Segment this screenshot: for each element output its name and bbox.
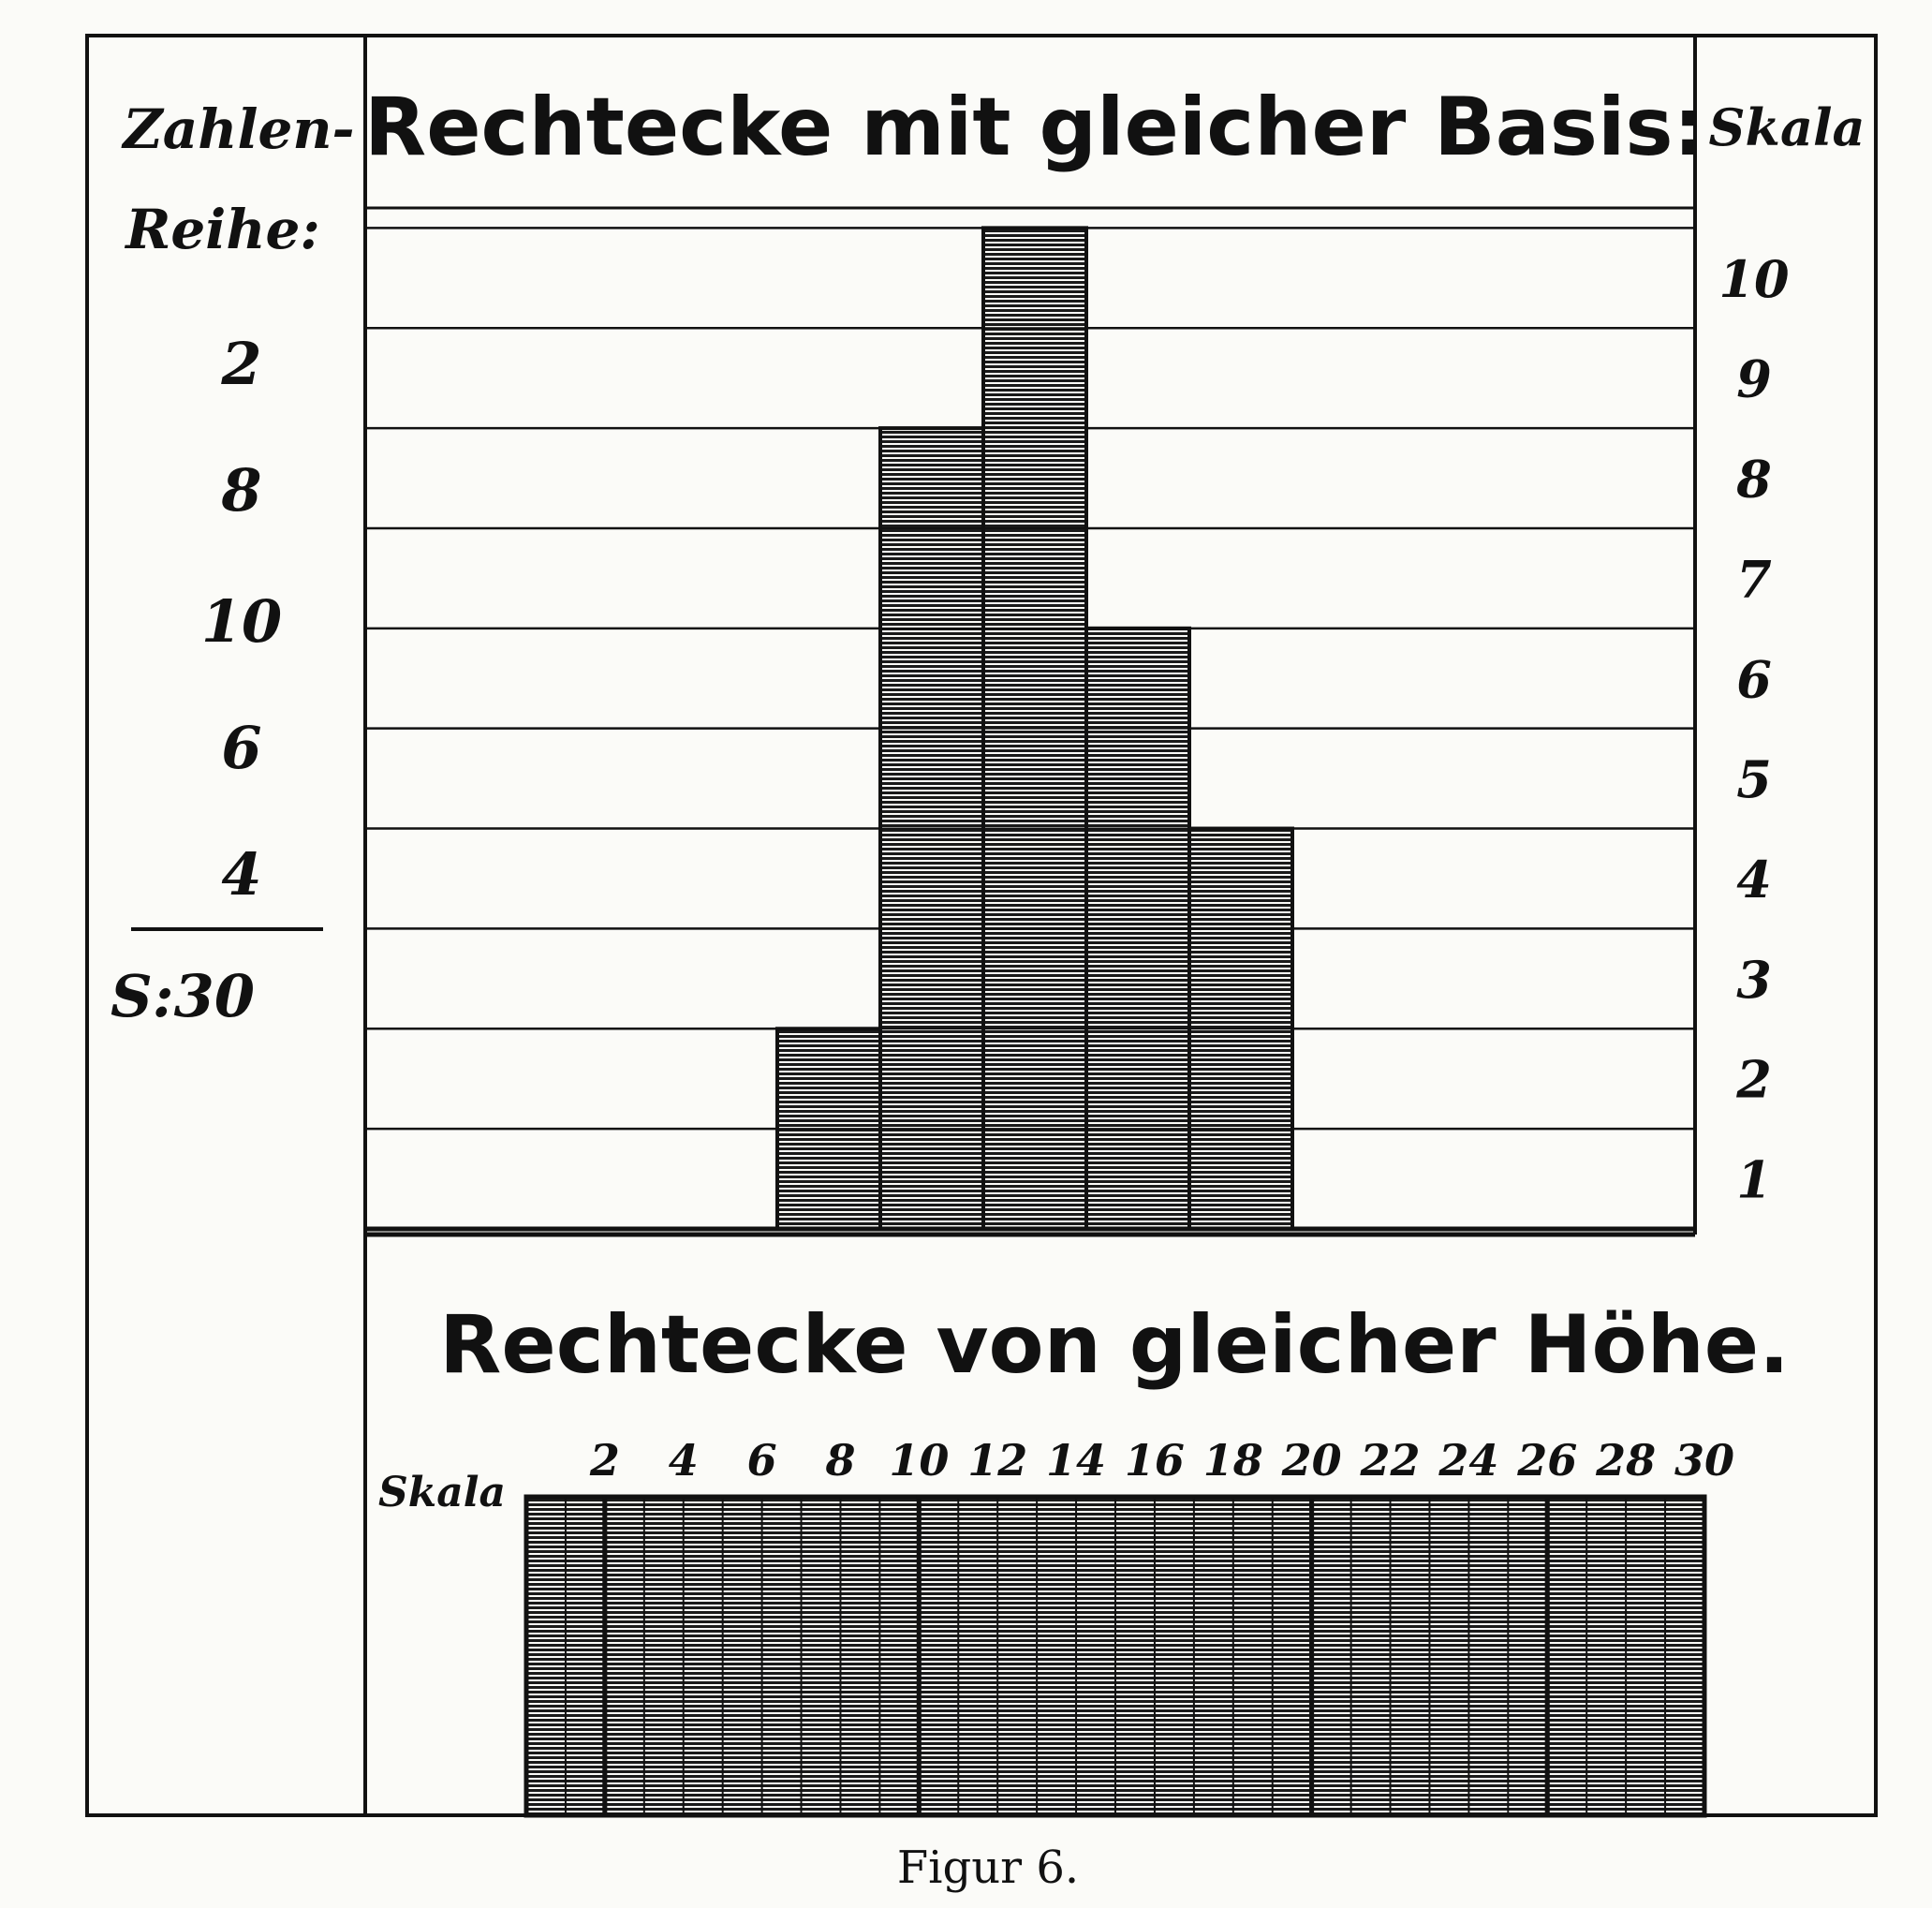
scale-tick-label: 6 — [1736, 649, 1772, 710]
top-bar — [983, 228, 1086, 1229]
left-panel — [111, 97, 355, 1030]
top-chart-title: Rechtecke mit gleicher Basis: — [363, 81, 1706, 174]
scale-tick-label: 26 — [1517, 1435, 1578, 1486]
scale-tick-label: 8 — [825, 1435, 856, 1486]
scale-tick-label: 18 — [1202, 1435, 1263, 1486]
scale-tick-label: 5 — [1736, 749, 1772, 810]
scale-tick-label: 10 — [889, 1435, 950, 1486]
bottom-scale-ticks — [589, 1435, 1734, 1486]
scale-tick-label: 16 — [1124, 1435, 1185, 1486]
top-bar — [1086, 629, 1189, 1229]
scale-tick-label: 1 — [1736, 1149, 1772, 1210]
scale-tick-label: 2 — [589, 1435, 620, 1486]
series-label-line1: Zahlen- — [123, 97, 355, 161]
top-scale-label: Skala — [1708, 97, 1866, 157]
series-number: 6 — [221, 714, 262, 782]
scale-tick-label: 7 — [1736, 549, 1772, 610]
scale-tick-label: 12 — [967, 1435, 1028, 1486]
scale-tick-label: 24 — [1438, 1435, 1499, 1486]
bottom-scale-label: Skala — [378, 1469, 506, 1516]
scale-tick-label: 14 — [1046, 1435, 1107, 1486]
figure-caption: Figur 6. — [896, 1841, 1080, 1894]
series-sum: S:30 — [111, 962, 255, 1030]
scale-tick-label: 4 — [668, 1435, 699, 1486]
series-numbers — [201, 330, 282, 909]
scale-tick-label: 4 — [1736, 849, 1772, 910]
scale-tick-label: 28 — [1596, 1435, 1657, 1486]
bottom-bar-segment — [1312, 1497, 1548, 1815]
bottom-bar-segment — [605, 1497, 919, 1815]
bottom-bar-segment — [919, 1497, 1311, 1815]
top-bar — [777, 1028, 880, 1229]
series-number: 8 — [221, 456, 262, 525]
bottom-chart — [378, 1298, 1790, 1815]
series-label-line2: Reihe: — [125, 198, 320, 261]
scale-tick-label: 30 — [1674, 1435, 1735, 1486]
scale-tick-label: 6 — [746, 1435, 777, 1486]
top-bar — [880, 428, 983, 1229]
bottom-chart-title: Rechtecke von gleicher Höhe. — [439, 1298, 1790, 1392]
series-number: 2 — [221, 330, 262, 398]
bottom-bar-segment — [526, 1497, 605, 1815]
top-chart — [364, 81, 1865, 1229]
bottom-bar-segment — [1547, 1497, 1704, 1815]
scale-tick-label: 3 — [1736, 949, 1772, 1010]
scale-tick-label: 22 — [1360, 1435, 1421, 1486]
series-number: 4 — [221, 840, 262, 909]
series-number: 10 — [200, 587, 283, 656]
scale-tick-label: 20 — [1281, 1435, 1342, 1486]
top-scale-ticks — [1718, 249, 1789, 1210]
scale-tick-label: 8 — [1736, 449, 1772, 510]
top-bar — [1189, 829, 1292, 1229]
scale-tick-label: 9 — [1736, 348, 1772, 409]
bottom-bars — [526, 1497, 1704, 1815]
scale-tick-label: 2 — [1736, 1049, 1772, 1110]
scale-tick-label: 10 — [1718, 248, 1790, 309]
